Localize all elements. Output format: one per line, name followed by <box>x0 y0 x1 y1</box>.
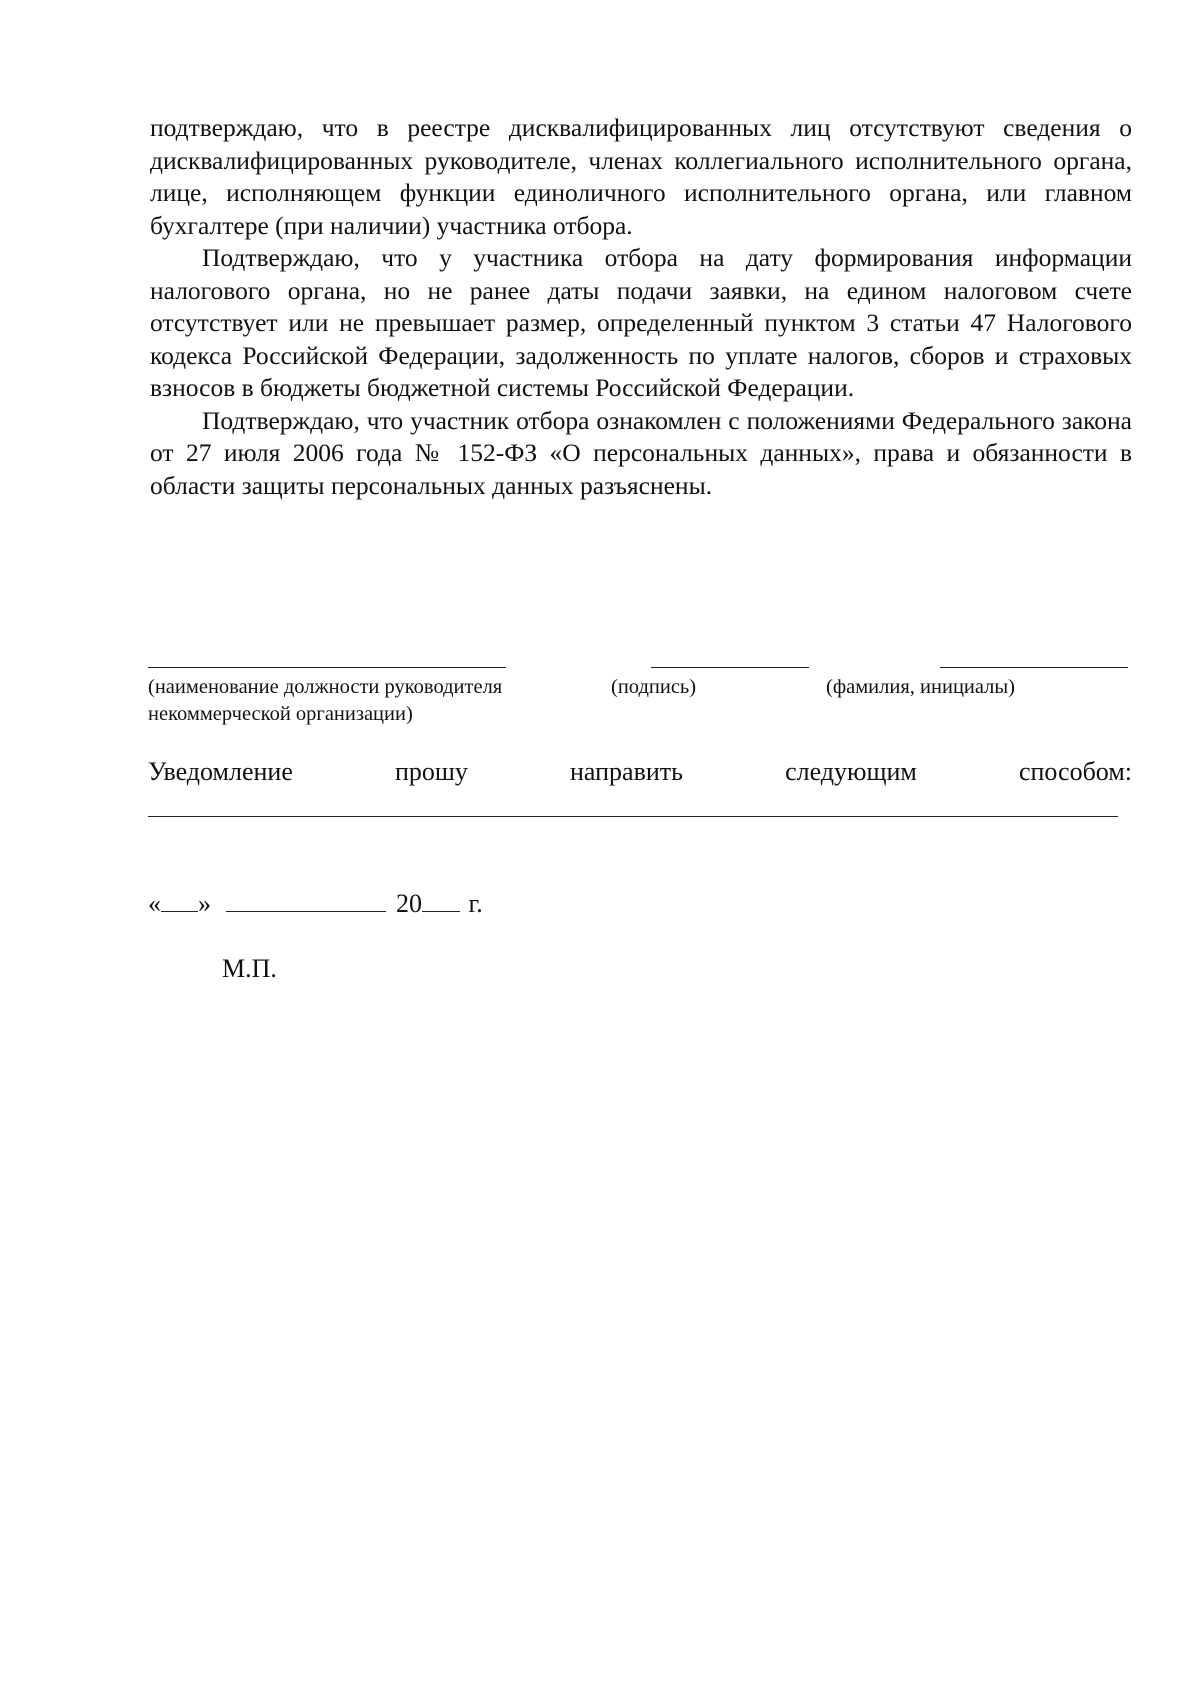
notification-word-3: направить <box>570 757 683 786</box>
stamp-place: М.П. <box>222 954 277 983</box>
notification-request <box>148 756 1132 788</box>
date-line <box>148 888 483 920</box>
year-suffix: г. <box>468 889 483 918</box>
year-blank <box>422 889 460 912</box>
signature-label: (подпись) <box>611 676 697 698</box>
position-signature-line <box>148 667 506 668</box>
name-label: (фамилия, инициалы) <box>826 676 1015 698</box>
position-label-line2: некоммерческой организации) <box>148 703 413 725</box>
notification-word-2: прошу <box>394 757 468 786</box>
confirmation-text <box>150 112 1132 502</box>
date-close-quote: » <box>198 889 211 918</box>
name-signature-line <box>940 667 1128 668</box>
paragraph-disqualified-persons: подтверждаю, что в реестре дисквалифицированных лиц отсутствуют сведения о дисквалифицированных руководителе, членах коллегиального исполнительного органа, лице, исполняющем функции единоличного исполнительного органа, или главном бухгалтере (при наличии) участника отбора. <box>150 113 1132 240</box>
notification-word-5: способом: <box>1018 757 1132 786</box>
notification-word-4: следующим <box>785 757 917 786</box>
year-prefix: 20 <box>396 889 422 918</box>
paragraph-personal-data: Подтверждаю, что участник отбора ознакомлен с положениями Федерального закона от 27 июля 2006 года № 152-ФЗ «О персональных данных», права и обязанности в области защиты персональных данных разъяснены. <box>150 405 1132 500</box>
notification-word-1: Уведомление <box>148 757 293 786</box>
month-blank <box>226 889 386 912</box>
paragraph-tax-debt: Подтверждаю, что у участника отбора на дату формирования информации налогового органа, но не ранее даты подачи заявки, на едином налоговом счете отсутствует или не превышает размер, определенный пунктом 3 статьи 47 Налогового кодекса Российской Федерации, задолженность по уплате налогов, сборов и страховых взносов в бюджеты бюджетной системы Российской Федерации. <box>150 243 1132 402</box>
day-blank <box>161 889 198 912</box>
notification-method-line <box>148 816 1118 817</box>
date-open-quote: « <box>148 889 161 918</box>
position-label-line1: (наименование должности руководителя <box>148 676 503 698</box>
signature-line <box>651 667 809 668</box>
